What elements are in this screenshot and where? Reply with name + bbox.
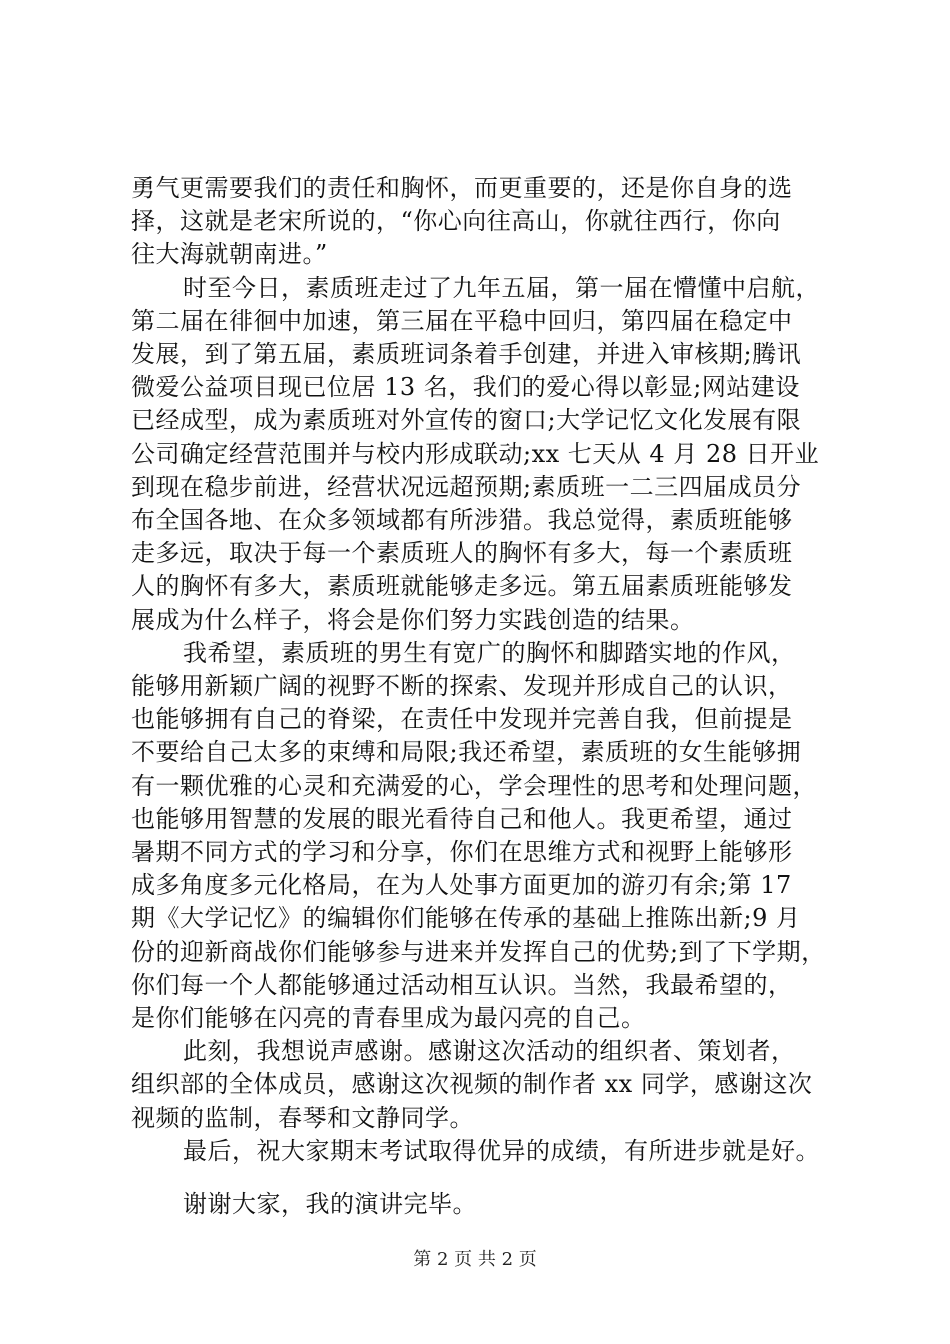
paragraph-start-line: 此刻，我想说声感谢。感谢这次活动的组织者、策划者， (183, 1037, 796, 1065)
text-line: 择，这就是老宋所说的，“你心向往高山，你就往西行，你向 (131, 207, 781, 235)
text-line: 布全国各地、在众多领域都有所涉猎。我总觉得，素质班能够 (131, 506, 793, 534)
paragraph-start-line: 谢谢大家，我的演讲完毕。 (183, 1190, 477, 1218)
text-line: 组织部的全体成员，感谢这次视频的制作者 xx 同学，感谢这次 (131, 1070, 813, 1098)
text-line: 能够用新颖广阔的视野不断的探索、发现并形成自己的认识， (131, 672, 793, 700)
paragraph-start-line: 时至今日，素质班走过了九年五届，第一届在懵懂中启航， (183, 274, 820, 302)
text-line: 份的迎新商战你们能够参与进来并发挥自己的优势;到了下学期， (131, 938, 826, 966)
text-line: 成多角度多元化格局，在为人处事方面更加的游刃有余;第 17 (131, 871, 792, 899)
text-line: 期《大学记忆》的编辑你们能够在传承的基础上推陈出新;9 月 (131, 904, 801, 932)
text-line: 展成为什么样子，将会是你们努力实践创造的结果。 (131, 606, 695, 634)
text-line: 不要给自己太多的束缚和局限;我还希望，素质班的女生能够拥 (131, 738, 802, 766)
text-line: 到现在稳步前进，经营状况远超预期;素质班一二三四届成员分 (131, 473, 802, 501)
text-line: 是你们能够在闪亮的青春里成为最闪亮的自己。 (131, 1004, 646, 1032)
text-line: 往大海就朝南进。” (131, 240, 328, 268)
page-footer: 第 2 页 共 2 页 (413, 1249, 537, 1270)
text-line: 也能够拥有自己的脊梁，在责任中发现并完善自我，但前提是 (131, 705, 793, 733)
text-line: 你们每一个人都能够通过活动相互认识。当然，我最希望的， (131, 971, 793, 999)
text-line: 视频的监制，春琴和文静同学。 (131, 1104, 474, 1132)
text-line: 也能够用智慧的发展的眼光看待自己和他人。我更希望，通过 (131, 805, 793, 833)
text-line: 第二届在徘徊中加速，第三届在平稳中回归，第四届在稳定中 (131, 307, 793, 335)
paragraph-start-line: 最后，祝大家期末考试取得优异的成绩，有所进步就是好。 (183, 1137, 820, 1165)
text-line: 发展，到了第五届，素质班词条着手创建，并进入审核期;腾讯 (131, 340, 802, 368)
text-line: 微爱公益项目现已位居 13 名，我们的爱心得以彰显;网站建设 (131, 373, 800, 401)
text-line: 已经成型，成为素质班对外宣传的窗口;大学记忆文化发展有限 (131, 406, 802, 434)
paragraph-start-line: 我希望，素质班的男生有宽广的胸怀和脚踏实地的作风， (183, 639, 796, 667)
text-line: 人的胸怀有多大，素质班就能够走多远。第五届素质班能够发 (131, 572, 793, 600)
text-line: 暑期不同方式的学习和分享，你们在思维方式和视野上能够形 (131, 838, 793, 866)
text-line: 公司确定经营范围并与校内形成联动;xx 七天从 4 月 28 日开业 (131, 440, 820, 468)
text-line: 走多远，取决于每一个素质班人的胸怀有多大，每一个素质班 (131, 539, 793, 567)
text-line: 有一颗优雅的心灵和充满爱的心，学会理性的思考和处理问题， (131, 772, 817, 800)
text-line: 勇气更需要我们的责任和胸怀，而更重要的，还是你自身的选 (131, 174, 793, 202)
